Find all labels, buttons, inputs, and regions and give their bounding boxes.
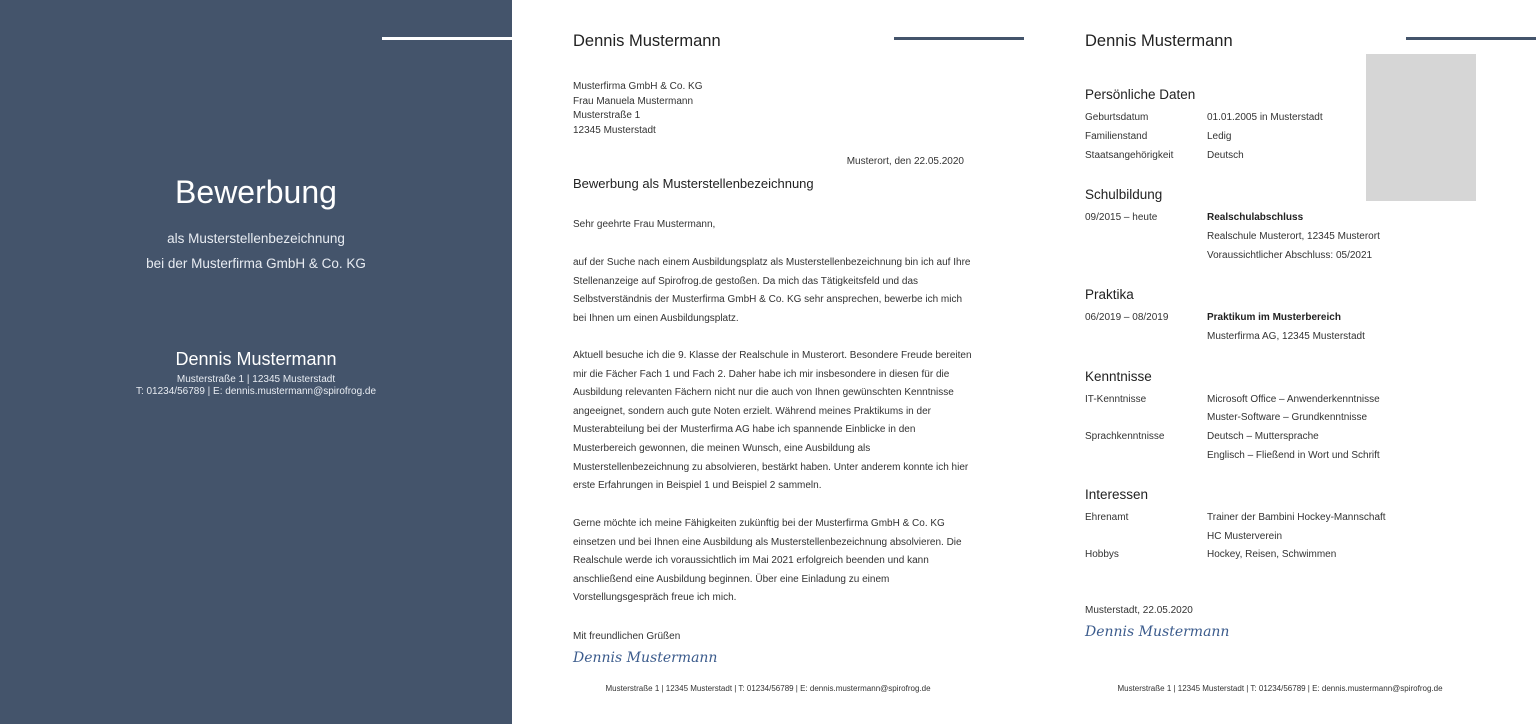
letter-paragraph-3: Gerne möchte ich meine Fähigkeiten zukünftig bei der Musterfirma GmbH & Co. KG einsetzen und bei Ihnen eine Ausbildung als Musterstellenbezeichnung absolvieren. Die Realschule werde ich voraussichtlich im Mai 2021 erfolgreich beenden und kann anschließend eine Ausbildung beginnen. Über eine Einladung zu einem Vorstellungsgespräch freue ich mich. bbox=[573, 518, 962, 604]
cover-letter-page bbox=[512, 0, 1024, 724]
letter-salutation: Sehr geehrte Frau Mustermann, bbox=[573, 219, 716, 230]
language-skills-label: Sprachkenntnisse bbox=[1085, 431, 1165, 442]
section-personal-heading: Persönliche Daten bbox=[1085, 87, 1196, 102]
letter-date: Musterort, den 22.05.2020 bbox=[846, 156, 964, 167]
recipient-person: Frau Manuela Mustermann bbox=[573, 95, 694, 107]
cover-contact: T: 01234/56789 | E: dennis.mustermann@spirofrog.de bbox=[135, 386, 377, 397]
row-value: Deutsch bbox=[1207, 150, 1244, 161]
letter-header-rule bbox=[894, 37, 1024, 40]
cv-header-rule bbox=[1406, 37, 1536, 40]
hobby-item: Hockey, Reisen, Schwimmen bbox=[1207, 549, 1337, 560]
letter-paragraph-1: auf der Suche nach einem Ausbildungsplatz als Musterstellenbezeichnung bin ich auf Ihre Stellenanzeige auf Spirofrog.de gestoßen. Da mich das Tätigkeitsfeld und das Selbstverständnis der Musterfirma GmbH & Co. KG sehr ansprechen, bewerbe ich mich bei Ihnen um einen Ausbildungsplatz. bbox=[573, 257, 971, 324]
recipient-address bbox=[573, 80, 702, 138]
cover-applicant-name: Dennis Mustermann bbox=[175, 349, 337, 369]
cv-footer: Musterstraße 1 | 12345 Musterstadt | T: 01234/56789 | E: dennis.mustermann@spirofrog.de bbox=[1117, 684, 1443, 693]
letter-footer: Musterstraße 1 | 12345 Musterstadt | T: 01234/56789 | E: dennis.mustermann@spirofrog.de bbox=[605, 684, 931, 693]
letter-paragraph-2: Aktuell besuche ich die 9. Klasse der Realschule in Musterort. Besondere Freude bereiten mir die Fächer Fach 1 und Fach 2. Daher habe ich mir insbesondere in diesen für die Ausbildung relevanten Fächern nicht nur die auch von Ihnen gewünschten Kenntnisse angeeignet, sondern auch gute Noten erzielt. Während meines Praktikums in der Musterabteilung bei der Musterfirma AG habe ich spannende Einblicke in den Musterbereich gewonnen, die meinen Wunsch, eine Ausbildung als Musterstellenbezeichnung zu absolvieren, bestärkt haben. Unter anderem konnte ich hier erste Erfahrungen in Beispiel 1 und Beispiel 2 sammeln. bbox=[573, 350, 972, 492]
row-label: Familienstand bbox=[1085, 131, 1148, 142]
language-skill: Deutsch – Muttersprache bbox=[1207, 431, 1319, 442]
photo-placeholder bbox=[1366, 54, 1476, 201]
row-label: Geburtsdatum bbox=[1085, 112, 1149, 123]
recipient-city: 12345 Musterstadt bbox=[573, 124, 656, 136]
letter-header-name: Dennis Mustermann bbox=[573, 32, 721, 50]
cover-rule bbox=[382, 37, 512, 40]
cover-subtitle-position: als Musterstellenbezeichnung bbox=[167, 231, 345, 246]
hobby-label: Hobbys bbox=[1085, 549, 1119, 560]
section-school-heading: Schulbildung bbox=[1085, 187, 1163, 202]
honor-item: HC Musterverein bbox=[1207, 531, 1283, 542]
cover-subtitle-company: bei der Musterfirma GmbH & Co. KG bbox=[146, 256, 366, 271]
cv-place-date: Musterstadt, 22.05.2020 bbox=[1085, 605, 1193, 616]
row-value: Ledig bbox=[1207, 131, 1232, 142]
internship-company: Musterfirma AG, 12345 Musterstadt bbox=[1207, 331, 1365, 342]
language-skill: Englisch – Fließend in Wort und Schrift bbox=[1207, 450, 1380, 461]
cover-page bbox=[0, 0, 512, 724]
cv-page bbox=[1024, 0, 1536, 724]
section-internship-heading: Praktika bbox=[1085, 287, 1134, 302]
cover-address: Musterstraße 1 | 12345 Musterstadt bbox=[176, 374, 336, 385]
internship-title: Praktikum im Musterbereich bbox=[1207, 312, 1341, 323]
school-degree: Realschulabschluss bbox=[1207, 212, 1304, 223]
internship-period: 06/2019 – 08/2019 bbox=[1085, 312, 1169, 323]
cv-signature: Dennis Mustermann bbox=[1085, 624, 1230, 640]
section-skills-heading: Kenntnisse bbox=[1085, 369, 1152, 384]
honor-label: Ehrenamt bbox=[1085, 512, 1129, 523]
it-skill: Microsoft Office – Anwenderkenntnisse bbox=[1207, 394, 1380, 405]
honor-item: Trainer der Bambini Hockey-Mannschaft bbox=[1207, 512, 1386, 523]
cover-title: Bewerbung bbox=[175, 174, 337, 210]
letter-closing: Mit freundlichen Grüßen bbox=[573, 631, 681, 642]
section-interests-heading: Interessen bbox=[1085, 487, 1149, 502]
letter-subject: Bewerbung als Musterstellenbezeichnung bbox=[573, 176, 814, 191]
row-value: 01.01.2005 in Musterstadt bbox=[1207, 112, 1323, 123]
row-label: Staatsangehörigkeit bbox=[1085, 150, 1174, 161]
school-period: 09/2015 – heute bbox=[1085, 212, 1158, 223]
it-skills-label: IT-Kenntnisse bbox=[1085, 394, 1147, 405]
school-name: Realschule Musterort, 12345 Musterort bbox=[1207, 231, 1380, 242]
letter-signature: Dennis Mustermann bbox=[573, 650, 718, 666]
recipient-street: Musterstraße 1 bbox=[573, 110, 641, 121]
recipient-company: Musterfirma GmbH & Co. KG bbox=[573, 81, 703, 92]
cv-header-name: Dennis Mustermann bbox=[1085, 32, 1233, 50]
school-expected: Voraussichtlicher Abschluss: 05/2021 bbox=[1207, 250, 1373, 261]
it-skill: Muster-Software – Grundkenntnisse bbox=[1207, 412, 1368, 423]
